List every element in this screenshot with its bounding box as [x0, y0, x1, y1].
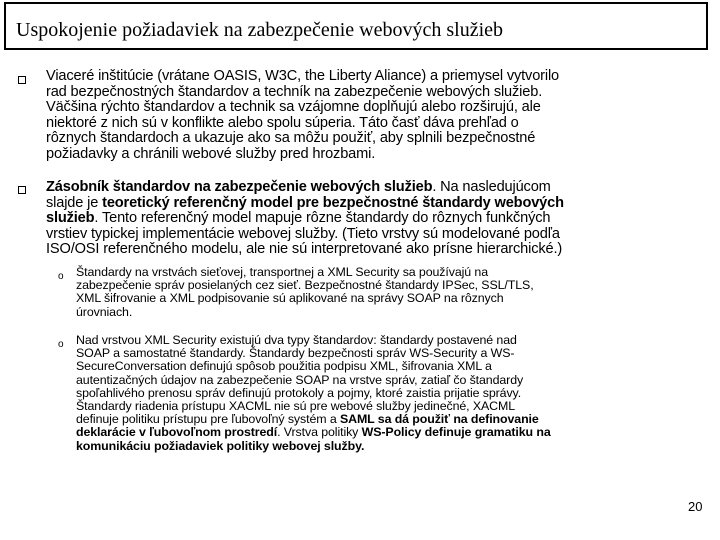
sub-paragraph-1-line: XML šifrovanie a XML podpisovanie sú aplikované na správy SOAP na rôznych [76, 291, 504, 306]
square-bullet-icon [18, 186, 26, 194]
sub-paragraph-2-line: SOAP a samostatné štandardy. Štandardy bezpečnosti správ WS-Security a WS- [76, 346, 515, 361]
sub-paragraph-2 [76, 334, 551, 453]
sub-paragraph-2-line: spoľahlivého prenosu správ definujú protokoly a pojmy, ktoré zaistia prijatie správy. [76, 385, 522, 400]
bold-term: teoretický referenčný model pre bezpečnostné štandardy webových [102, 194, 564, 211]
slide-title-box [4, 2, 708, 50]
paragraph-2-line [46, 196, 564, 212]
sub-paragraph-1 [76, 266, 534, 319]
sub-paragraph-2-line: Štandardy riadenia prístupu XACML nie sú pre webové služby jedinečné, XACML [76, 399, 516, 414]
paragraph-1-line: požiadavky a chránili webové služby pred hrozbami. [46, 145, 376, 162]
paragraph-1-line: rad bezpečnostných štandardov a techník na zabezpečenie webových služieb. [46, 83, 543, 100]
paragraph-1-line: rôznych štandardoch a ukazuje ako sa môžu použiť, aby splnili bezpečnostné [46, 130, 536, 147]
bold-term: WS-Policy definuje gramatiku na [361, 425, 551, 440]
sub-paragraph-2-line: autentizačných údajov na zabezpečenie SOAP na vrstve správ, zatiaľ čo štandardy [76, 372, 524, 387]
bold-term: Zásobník štandardov na zabezpečenie webových služieb [46, 179, 433, 195]
paragraph-2-line [46, 180, 564, 196]
bold-term: SAML sa dá použiť na definovanie [339, 412, 539, 427]
circle-bullet-icon: o [58, 271, 64, 282]
page-number: 20 [688, 499, 703, 514]
sub-paragraph-1-line: Štandardy na vrstvách sieťovej, transportnej a XML Security sa používajú na [76, 265, 488, 279]
square-bullet-icon [18, 76, 26, 84]
paragraph-1-line: Väčšina rýchto štandardov a technik sa vzájomne doplňujú alebo rozširujú, ale [46, 99, 541, 116]
slide-title: Uspokojenie požiadaviek na zabezpečenie webových služieb [16, 19, 504, 41]
paragraph-2-line: vrstiev typickej implementácie webovej služby. (Tieto vrstvy sú modelované podľa [46, 225, 560, 242]
bold-term: deklarácie v ľubovoľnom prostredí [76, 425, 278, 440]
sub-paragraph-2-line: SecureConversation definujú spôsob použitia podpisu XML, šifrovania XML a [76, 359, 492, 374]
text-span: slajde je [46, 194, 103, 211]
paragraph-1 [46, 69, 559, 163]
bold-term: služieb [46, 210, 95, 227]
paragraph-1-line: Viaceré inštitúcie (vrátane OASIS, W3C, the Liberty Aliance) a priemysel vytvorilo [46, 68, 560, 84]
paragraph-2 [46, 180, 564, 258]
sub-paragraph-2-line [76, 440, 551, 453]
text-span: . Tento referenčný model mapuje rôzne štandardy do rôznych funkčných [94, 210, 551, 227]
text-span: definuje politiku prístupu pre ľubovoľný systém a [76, 412, 340, 427]
paragraph-2-line: ISO/OSI referenčného modelu, ale nie sú interpretované ako prísne hierarchické.) [46, 241, 563, 258]
text-span: . Vrstva politiky [277, 425, 362, 440]
bold-term: komunikáciu požiadaviek politiky webovej služby. [76, 438, 365, 453]
text-span: . Na nasledujúcom [432, 179, 551, 195]
paragraph-1-line: niektoré z nich sú v konflikte alebo spolu súperia. Táto časť dáva prehľad o [46, 114, 519, 131]
sub-paragraph-1-line: zabezpečenie správ posielaných cez sieť. Bezpečnostné štandardy IPSec, SSL/TLS, [76, 278, 534, 293]
sub-paragraph-2-line: Nad vrstvou XML Security existujú dva typy štandardov: štandardy postavené nad [76, 333, 517, 347]
circle-bullet-icon: o [58, 339, 64, 350]
paragraph-2-line [46, 211, 564, 227]
sub-paragraph-1-line: úrovniach. [76, 304, 133, 319]
